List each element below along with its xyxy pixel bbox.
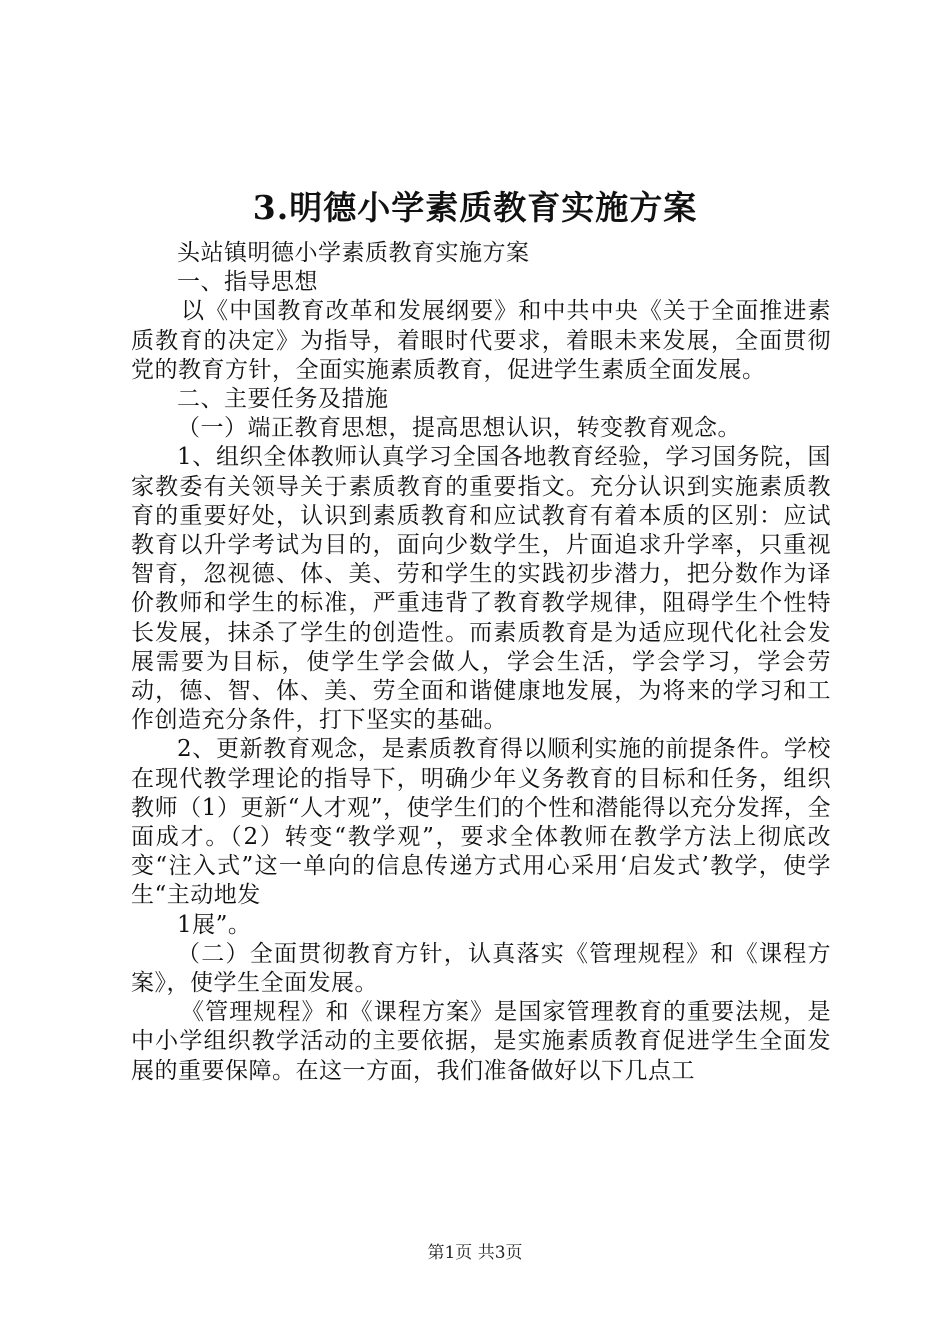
paragraph-regulations: 《管理规程》和《课程方案》是国家管理教育的重要法规，是中小学组织教学活动的主要依据，是实施素质教育促进学生全面发展的重要保障。在这一方面，我们准备做好以下几点工 [131, 999, 831, 1084]
paragraph-item-2: 2、更新教育观念，是素质教育得以顺利实施的前提条件。学校在现代教学理论的指导下，明确少年义务教育的目标和任务，组织教师（1）更新“人才观”，使学生们的个性和潜能得以充分发挥，全面成才。（2）转变“教学观”，要求全体教师在教学方法上彻底改变“注入式”这一单向的信息传递方式用心采用‘启发式’教学，使学生“主动地发 [131, 736, 831, 909]
paragraph-continuation: 1展”。 [177, 911, 252, 938]
paragraph-item-1: 1、组织全体教师认真学习全国各地教育经验，学习国务院，国家教委有关领导关于素质教育的重要指文。充分认识到实施素质教育的重要好处，认识到素质教育和应试教育有着本质的区别：应试教育以升学考试为目的，面向少数学生，片面追求升学率，只重视智育，忽视德、体、美、劳和学生的实践初步潜力，把分数作为译价教师和学生的标准，严重违背了教育教学规律，阻碍学生个性特长发展，抹杀了学生的创造性。而素质教育是为适应现代化社会发展需要为目标，使学生学会做人，学会生活，学会学习，学会劳动，德、智、体、美、劳全面和谐健康地发展，为将来的学习和工作创造充分条件，打下坚实的基础。 [131, 444, 831, 734]
subheading-implement-policy: （二）全面贯彻教育方针，认真落实《管理规程》和《课程方案》，使学生全面发展。 [131, 940, 831, 997]
page-number-footer: 第1页 共3页 [427, 1243, 523, 1263]
document-body [131, 239, 831, 1086]
section-heading-guiding-ideology: 一、指导思想 [177, 269, 318, 296]
document-title: 3.明德小学素质教育实施方案 [252, 188, 698, 227]
paragraph-guiding-ideology: 以《中国教育改革和发展纲要》和中共中央《关于全面推进素质教育的决定》为指导，着眼时代要求，着眼未来发展，全面贯彻党的教育方针，全面实施素质教育，促进学生素质全面发展。 [131, 298, 831, 383]
section-heading-main-tasks: 二、主要任务及措施 [177, 386, 389, 413]
subtitle-paragraph: 头站镇明德小学素质教育实施方案 [177, 240, 530, 266]
subheading-correct-thinking: （一）端正教育思想，提高思想认识，转变教育观念。 [177, 415, 741, 442]
